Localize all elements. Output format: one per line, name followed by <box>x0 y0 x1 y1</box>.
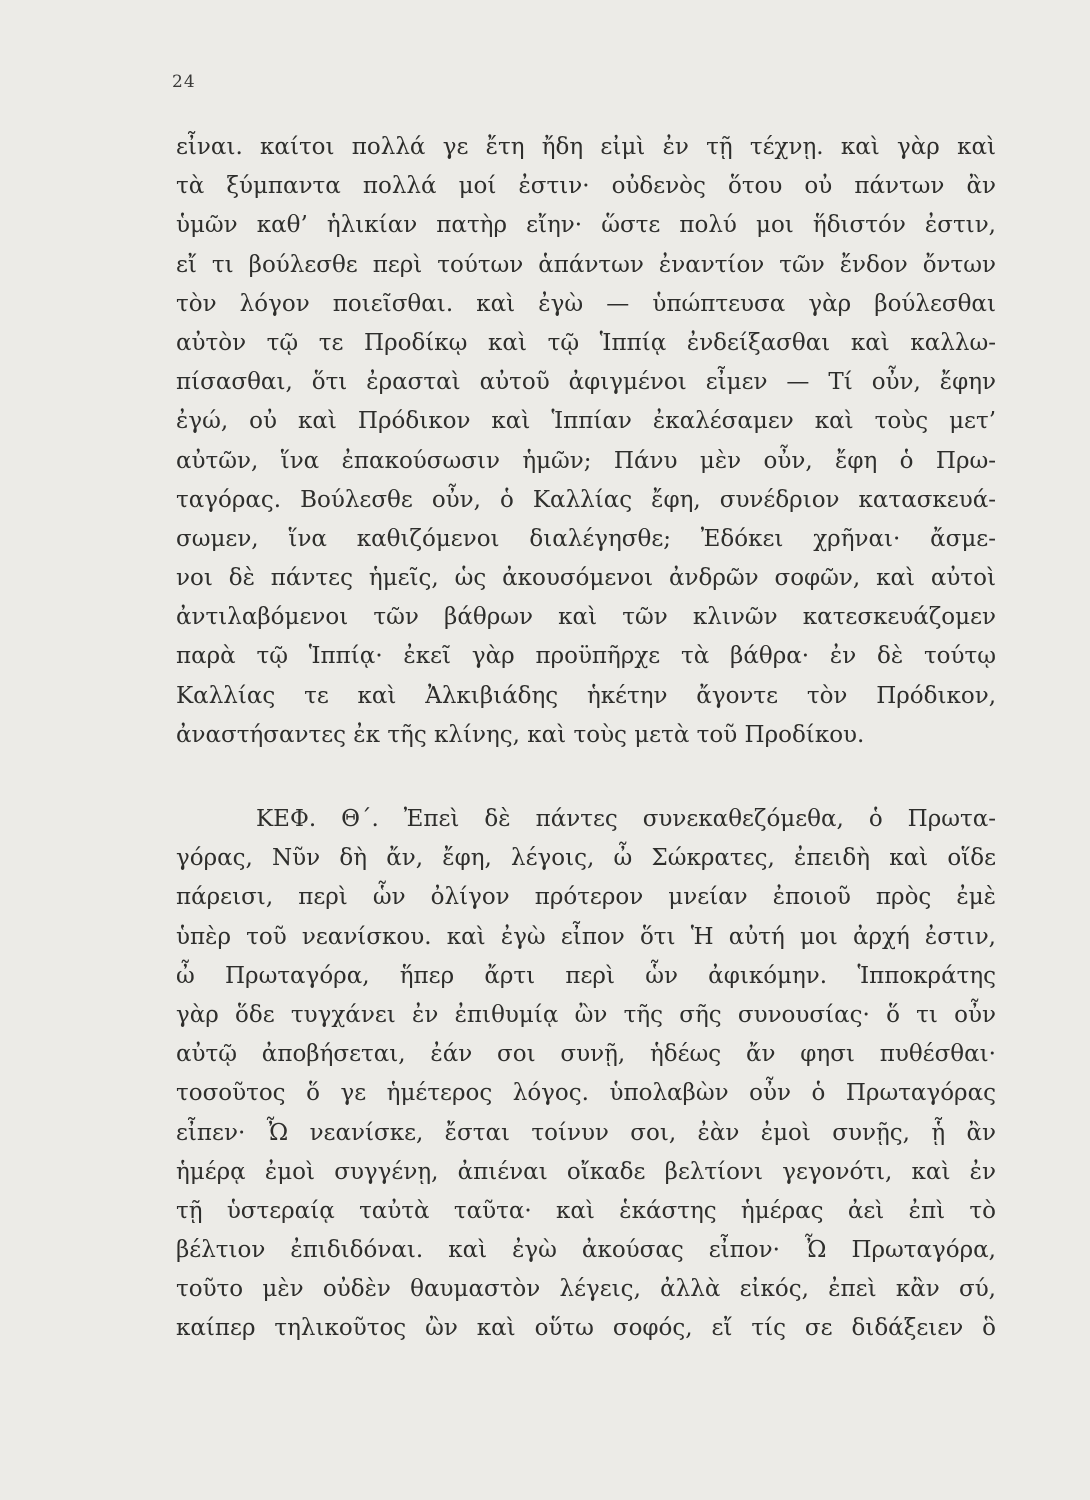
text-line: νοι δὲ πάντες ἡμεῖς, ὡς ἀκουσόμενοι ἀνδρῶν σοφῶν, καὶ αὐτοὶ <box>176 565 996 592</box>
text-line: τὰ ξύμπαντα πολλά μοί ἐστιν· οὐδενὸς ὅτου οὐ πάντων ἂν <box>176 173 996 200</box>
text-line: παρὰ τῷ Ἱππίᾳ· ἐκεῖ γὰρ προϋπῆρχε τὰ βάθρα· ἐν δὲ τούτῳ <box>176 643 996 670</box>
text-line: ὑμῶν καθ’ ἡλικίαν πατὴρ εἴην· ὥστε πολύ μοι ἥδιστόν ἐστιν, <box>176 212 996 239</box>
text-line: τῇ ὑστεραίᾳ ταὐτὰ ταῦτα· καὶ ἑκάστης ἡμέρας ἀεὶ ἐπὶ τὸ <box>176 1197 996 1224</box>
text-line: ἀναστήσαντες ἐκ τῆς κλίνης, καὶ τοὺς μετὰ τοῦ Προδίκου. <box>176 721 865 748</box>
text-line: τὸν λόγον ποιεῖσθαι. καὶ ἐγὼ — ὑπώπτευσα γὰρ βούλεσθαι <box>176 290 996 317</box>
paragraph-chapter-9 <box>176 800 996 1349</box>
text-line: ἀντιλαβόμενοι τῶν βάθρων καὶ τῶν κλινῶν κατεσκευάζομεν <box>176 604 996 631</box>
text-line: γόρας, Νῦν δὴ ἄν, ἔφη, λέγοις, ὦ Σώκρατες, ἐπειδὴ καὶ οἵδε <box>176 845 996 872</box>
text-line: αὐτῶν, ἵνα ἐπακούσωσιν ἡμῶν; Πάνυ μὲν οὖν, ἔφη ὁ Πρω- <box>176 447 996 474</box>
text-line: βέλτιον ἐπιδιδόναι. καὶ ἐγὼ ἀκούσας εἶπον· Ὦ Πρωταγόρα, <box>176 1237 996 1264</box>
text-line: εἴ τι βούλεσθε περὶ τούτων ἁπάντων ἐναντίον τῶν ἔνδον ὄντων <box>176 251 996 278</box>
text-line: τοῦτο μὲν οὐδὲν θαυμαστὸν λέγεις, ἀλλὰ εἰκός, ἐπεὶ κἂν σύ, <box>176 1276 996 1303</box>
page-number: 24 <box>172 72 196 92</box>
text-line: ὑπὲρ τοῦ νεανίσκου. καὶ ἐγὼ εἶπον ὅτι Ἡ αὐτή μοι ἀρχή ἐστιν, <box>176 923 996 950</box>
paragraph-chapter-end <box>176 128 996 755</box>
chapter-heading: ΚΕΦ. Θ΄. <box>256 806 379 832</box>
text-line: καίπερ τηλικοῦτος ὢν καὶ οὕτω σοφός, εἴ τίς σε διδάξειεν ὃ <box>176 1315 996 1342</box>
text-line: πάρεισι, περὶ ὧν ὀλίγον πρότερον μνείαν ἐποιοῦ πρὸς ἐμὲ <box>176 884 996 911</box>
text-line: Καλλίας τε καὶ Ἀλκιβιάδης ἡκέτην ἄγοντε τὸν Πρόδικον, <box>176 682 996 709</box>
text-line: ἡμέρᾳ ἐμοὶ συγγένῃ, ἀπιέναι οἴκαδε βελτίονι γεγονότι, καὶ ἐν <box>176 1158 996 1185</box>
text-line: αὐτὸν τῷ τε Προδίκῳ καὶ τῷ Ἱππίᾳ ἐνδείξασθαι καὶ καλλω- <box>176 329 996 356</box>
text-line: ἐγώ, οὐ καὶ Πρόδικον καὶ Ἱππίαν ἐκαλέσαμεν καὶ τοὺς μετ’ <box>176 408 996 435</box>
text-line: σωμεν, ἵνα καθιζόμενοι διαλέγησθε; Ἐδόκει χρῆναι· ἄσμε- <box>176 525 996 552</box>
text-line: ὦ Πρωταγόρα, ἥπερ ἄρτι περὶ ὧν ἀφικόμην. Ἱπποκράτης <box>176 962 996 989</box>
text-line: πίσασθαι, ὅτι ἐρασταὶ αὐτοῦ ἀφιγμένοι εἶμεν — Τί οὖν, ἔφην <box>176 369 996 396</box>
text-line: εἶπεν· Ὦ νεανίσκε, ἔσται τοίνυν σοι, ἐὰν ἐμοὶ συνῇς, ᾗ ἂν <box>176 1119 996 1146</box>
text-line: αὐτῷ ἀποβήσεται, ἐάν σοι συνῇ, ἡδέως ἄν φησι πυθέσθαι· <box>176 1041 996 1068</box>
text-line: ταγόρας. Βούλεσθε οὖν, ὁ Καλλίας ἔφη, συνέδριον κατασκευά- <box>176 486 996 513</box>
chapter-first-line <box>176 800 996 839</box>
text-line: γὰρ ὅδε τυγχάνει ἐν ἐπιθυμίᾳ ὢν τῆς σῆς συνουσίας· ὅ τι οὖν <box>176 1001 996 1028</box>
text-line: εἶναι. καίτοι πολλά γε ἔτη ἤδη εἰμὶ ἐν τῇ τέχνῃ. καὶ γὰρ καὶ <box>176 134 996 160</box>
text-line: τοσοῦτος ὅ γε ἡμέτερος λόγος. ὑπολαβὼν οὖν ὁ Πρωταγόρας <box>176 1080 996 1107</box>
chapter-first-line-text: Ἐπεὶ δὲ πάντες συνεκαθεζόμεθα, ὁ Πρωτα- <box>403 806 996 832</box>
